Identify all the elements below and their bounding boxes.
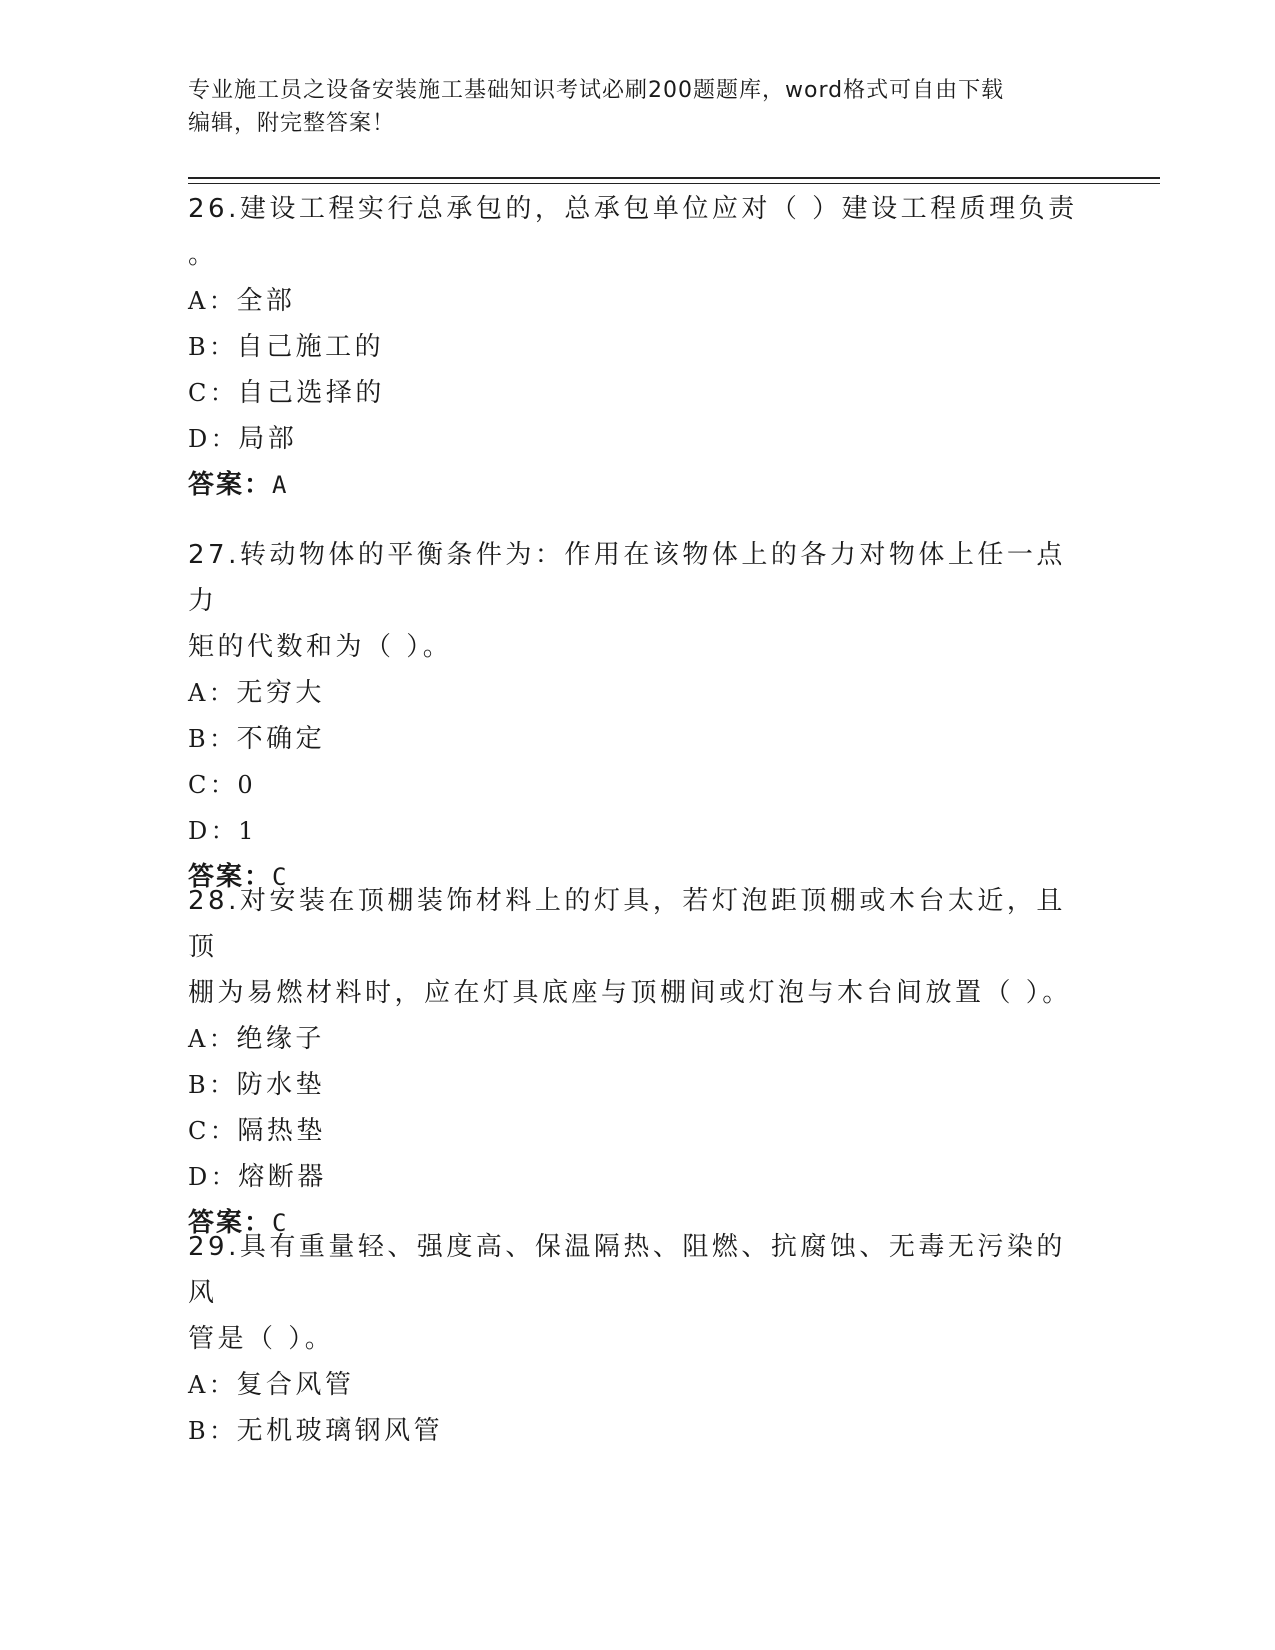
option-text: 自己选择的 [237, 378, 385, 408]
document-header [188, 74, 1088, 140]
option-letter: B： [188, 1417, 237, 1445]
option-b [188, 1408, 1088, 1454]
header-line-1: 专业施工员之设备安装施工基础知识考试必刷200题题库，word格式可自由下载 [188, 78, 1005, 103]
question-28 [188, 878, 1088, 1246]
option-text: 不确定 [236, 724, 326, 754]
option-letter: C： [188, 379, 238, 407]
question-stem-continued: 矩的代数和为（ ）。 [188, 632, 453, 662]
question-stem: 27.转动物体的平衡条件为：作用在该物体上的各力对物体上任一点力 [188, 540, 1066, 616]
option-b [188, 1062, 1088, 1108]
question-stem: 26.建设工程实行总承包的，总承包单位应对（ ）建设工程质理负责 [188, 194, 1078, 224]
option-d [188, 416, 1088, 462]
header-divider-thick [188, 177, 1160, 179]
question-29 [188, 1224, 1088, 1454]
option-letter: A： [188, 1025, 237, 1053]
option-letter: C： [188, 771, 238, 799]
question-stem: 29.具有重量轻、强度高、保温隔热、阻燃、抗腐蚀、无毒无污染的风 [188, 1232, 1066, 1308]
option-d [188, 1154, 1088, 1200]
option-letter: D： [188, 817, 239, 845]
answer-line [188, 462, 1088, 508]
option-text: 1 [238, 817, 258, 845]
question-stem: 28.对安装在顶棚装饰材料上的灯具，若灯泡距顶棚或木台太近，且顶 [188, 886, 1066, 962]
option-letter: B： [188, 333, 237, 361]
option-a [188, 1016, 1088, 1062]
option-letter: A： [188, 679, 237, 707]
option-c [188, 762, 1088, 808]
question-stem-continued: 棚为易燃材料时，应在灯具底座与顶棚间或灯泡与木台间放置（ ）。 [188, 978, 1072, 1008]
option-c [188, 370, 1088, 416]
option-letter: C： [188, 1117, 238, 1145]
question-27 [188, 532, 1088, 900]
option-d [188, 808, 1088, 854]
option-letter: A： [188, 1371, 237, 1399]
option-a [188, 1362, 1088, 1408]
option-text: 复合风管 [236, 1370, 355, 1400]
option-letter: A： [188, 287, 237, 315]
header-line-2: 编辑，附完整答案！ [188, 111, 396, 136]
option-text: 全部 [236, 286, 296, 316]
option-text: 绝缘子 [236, 1024, 325, 1054]
question-stem-continued: 。 [188, 240, 218, 270]
option-b [188, 324, 1088, 370]
answer-value: C [272, 863, 289, 891]
question-26 [188, 186, 1088, 508]
option-letter: B： [188, 725, 237, 753]
option-letter: D： [188, 425, 239, 453]
option-b [188, 716, 1088, 762]
option-text: 自己施工的 [236, 332, 385, 362]
option-a [188, 670, 1088, 716]
option-text: 防水垫 [236, 1070, 326, 1100]
option-text: 无机玻璃钢风管 [236, 1416, 444, 1446]
option-letter: D： [188, 1163, 239, 1191]
option-text: 隔热垫 [237, 1116, 326, 1146]
question-stem-continued: 管是（ ）。 [188, 1324, 335, 1354]
answer-value: A [272, 471, 289, 499]
option-letter: B： [188, 1071, 237, 1099]
option-text: 局部 [238, 424, 298, 454]
header-divider-thin [188, 183, 1160, 184]
option-text: 无穷大 [236, 678, 325, 708]
option-text: 熔断器 [238, 1162, 327, 1192]
answer-value: C [272, 1209, 289, 1237]
answer-label: 答案： [188, 1208, 273, 1238]
option-a [188, 278, 1088, 324]
answer-label: 答案： [188, 862, 273, 892]
option-c [188, 1108, 1088, 1154]
answer-label: 答案： [188, 470, 273, 500]
option-text: 0 [237, 771, 257, 799]
